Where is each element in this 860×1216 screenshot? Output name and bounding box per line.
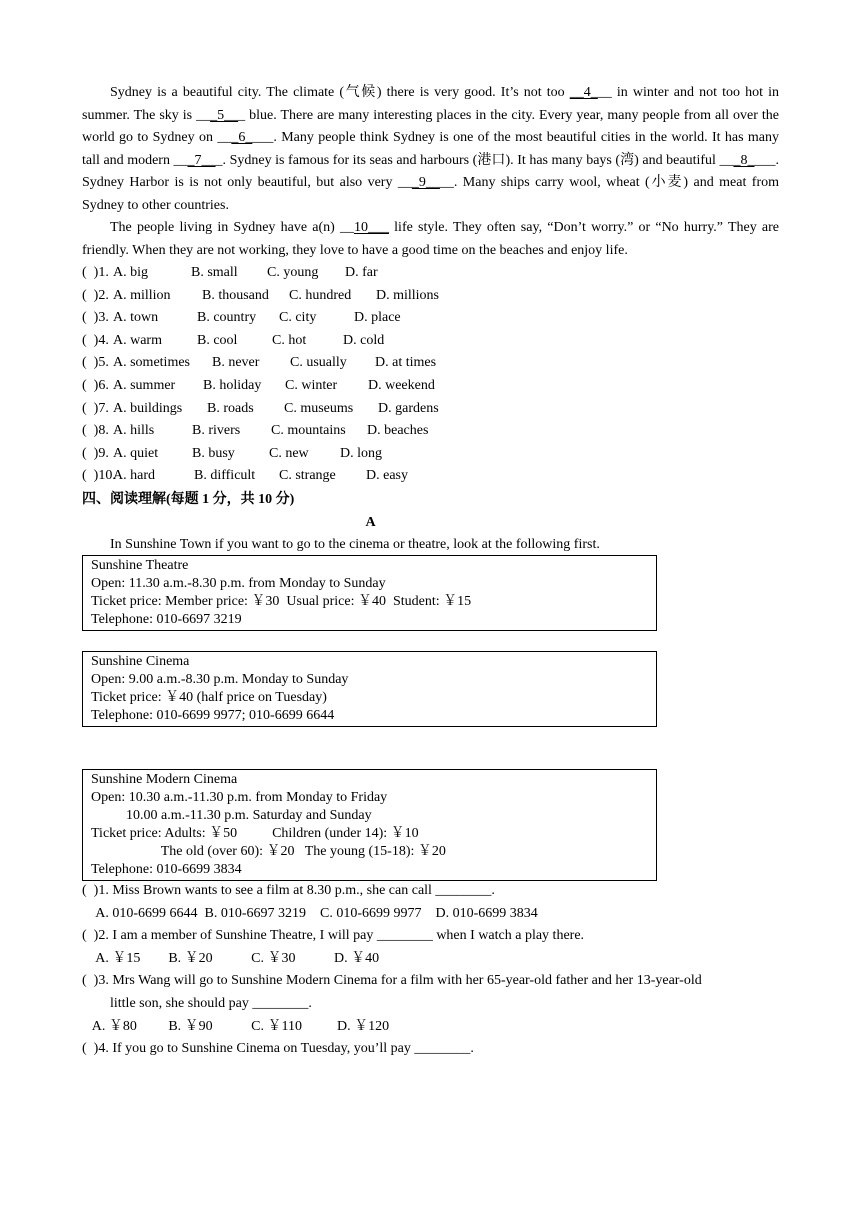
question-3-continued: little son, she should pay ________. (110, 995, 312, 1011)
text: ___. Many people think Sydney is one of the most beautiful cities in the world. It has many tall and modern __ (82, 130, 779, 168)
question-2: ( )2. I am a member of Sunshine Theatre, I will pay ________ when I watch a play there. (82, 928, 585, 944)
blank-6: _6_ (231, 130, 253, 145)
reading-intro: In Sunshine Town if you want to go to the cinema or theatre, look at the following first. (110, 536, 600, 552)
question-row: ( )2. A. million B. thousand C. hundred D. millions (82, 287, 440, 303)
question-2-options: A. ￥15 B. ￥20 C. ￥30 D. ￥40 (82, 950, 380, 966)
question-3-options: A. ￥80 B. ￥90 C. ￥110 D. ￥120 (82, 1018, 390, 1034)
question-row: ( )1. A. big B. small C. young D. far (82, 265, 378, 280)
text: _. Sydney is famous for its seas and harbours (港口). It has many bays (湾) and beautiful __ (215, 152, 734, 168)
box-line: Telephone: 010-6699 9977; 010-6699 6644 (91, 708, 335, 723)
box-line: Sunshine Theatre (91, 558, 189, 573)
sunshine-cinema-box (82, 651, 657, 727)
question-4: ( )4. If you go to Sunshine Cinema on Tuesday, you’ll pay ________. (82, 1041, 474, 1057)
box-line: Open: 9.00 a.m.-8.30 p.m. Monday to Sunday (91, 672, 349, 687)
question-row: ( )4. A. warm B. cool C. hot D. cold (82, 332, 385, 348)
blank-9: _9__ (411, 175, 440, 190)
question-row: ( )6. A. summer B. holiday C. winter D. weekend (82, 377, 435, 393)
question-row: ( )5. A. sometimes B. never C. usually D. at times (82, 355, 437, 371)
cloze-paragraph-2 (82, 217, 779, 262)
question-1-options: A. 010-6699 6644 B. 010-6697 3219 C. 010-6699 9977 D. 010-6699 3834 (82, 905, 538, 921)
sunshine-modern-cinema-box (82, 769, 657, 881)
part-label: A (365, 514, 376, 530)
blank-10: 10___ (353, 220, 389, 235)
question-row: ( )7. A. buildings B. roads C. museums D. gardens (82, 400, 439, 416)
box-line: Ticket price: Adults: ￥50 Children (under 14): ￥10 (91, 826, 419, 841)
text: The people living in Sydney have a(n) __ (110, 220, 354, 235)
cloze-questions (82, 262, 779, 488)
text: Sydney is a beautiful city. The climate (气候) there is very good. It’s not too (110, 85, 570, 100)
box-line: Ticket price: ￥40 (half price on Tuesday) (91, 690, 327, 705)
question-1: ( )1. Miss Brown wants to see a film at 8.30 p.m., she can call ________. (82, 883, 495, 898)
question-row: ( )10.A. hard B. difficult C. strange D. easy (82, 468, 408, 484)
box-line: Telephone: 010-6697 3219 (91, 612, 242, 627)
box-line: Open: 11.30 a.m.-8.30 p.m. from Monday to Sunday (91, 576, 386, 591)
text: life style. They often say, “Don’t worry.” or “No hurry.” They are friendly. When they are not working, they love to have a good time on the beaches and enjoy life. (82, 220, 779, 258)
text: ___. Sydney Harbor is is not only beautiful, but also very __ (82, 152, 779, 190)
cloze-paragraph-1 (82, 82, 779, 217)
blank-7: _7__ (187, 152, 216, 168)
question-row: ( )8. A. hills B. rivers C. mountains D. beaches (82, 423, 429, 439)
sunshine-theatre-box (82, 555, 657, 631)
box-line: Sunshine Cinema (91, 654, 190, 669)
text: _ blue. There are many interesting places in the city. Every year, many people from all over the world go to Sydney on __ (82, 107, 779, 145)
section-heading: 四、阅读理解(每题 1 分，共 10 分) (82, 491, 295, 507)
box-line: Telephone: 010-6699 3834 (91, 862, 242, 877)
text: __. Many ships carry wool, wheat (小麦) and meat from Sydney to other countries. (82, 175, 779, 213)
blank-8: _8_ (733, 152, 755, 168)
box-line: 10.00 a.m.-11.30 p.m. Saturday and Sunday (91, 808, 372, 823)
blank-5: _5__ (210, 107, 239, 123)
reading-questions (82, 880, 779, 1061)
box-line: Ticket price: Member price: ￥30 Usual price: ￥40 Student: ￥15 (91, 594, 472, 609)
question-3: ( )3. Mrs Wang will go to Sunshine Modern Cinema for a film with her 65-year-old father and her 13-year-old (82, 973, 702, 989)
cloze-section (82, 82, 779, 555)
box-line: The old (over 60): ￥20 The young (15-18): ￥20 (91, 844, 446, 859)
question-row: ( )9. A. quiet B. busy C. new D. long (82, 445, 382, 461)
box-line: Open: 10.30 a.m.-11.30 p.m. from Monday to Friday (91, 790, 388, 805)
question-row: ( )3. A. town B. country C. city D. place (82, 310, 401, 326)
text: __ in winter and not too hot in summer. The sky is __ (82, 85, 779, 123)
blank-4: __4_ (569, 85, 598, 100)
box-line: Sunshine Modern Cinema (91, 772, 238, 787)
